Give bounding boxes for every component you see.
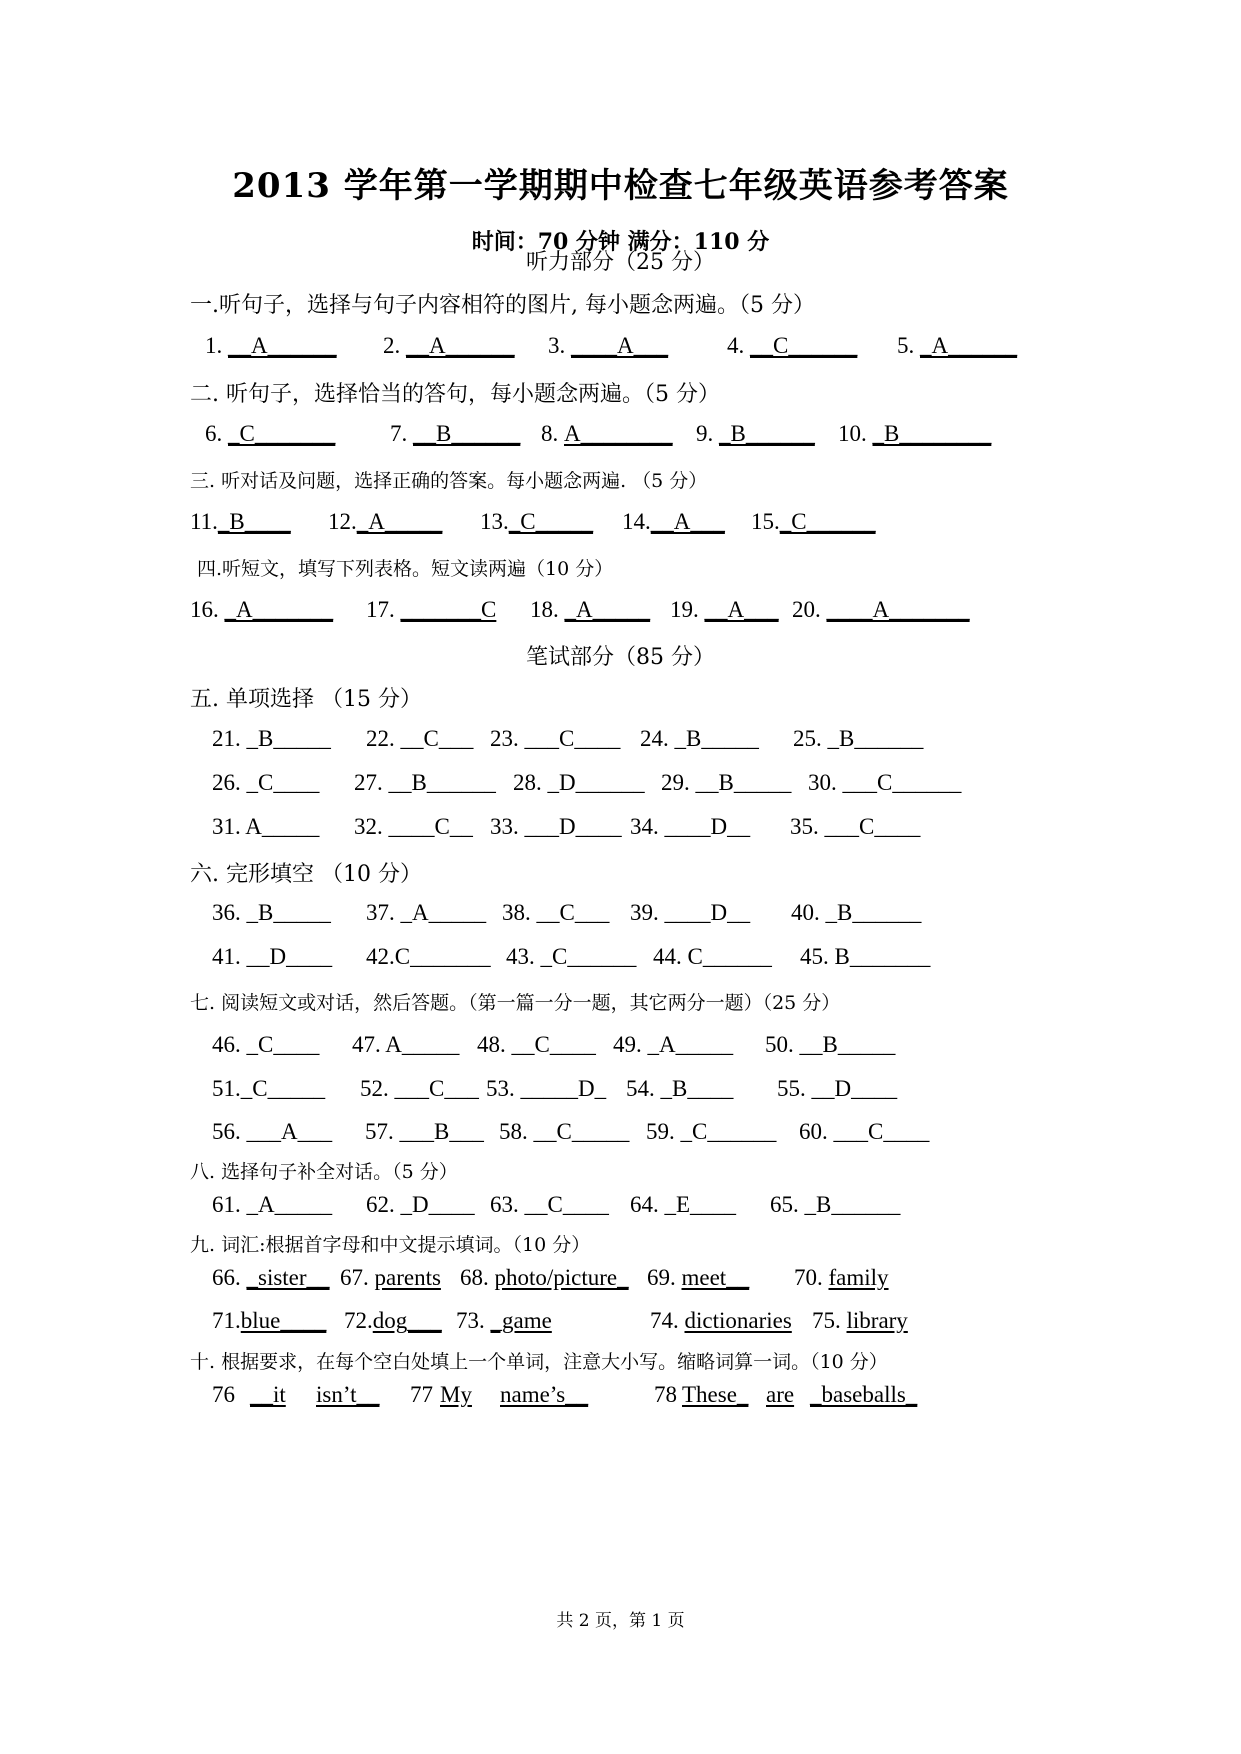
question-number: 78 (654, 1382, 677, 1407)
answer-text: ___C____ (524, 726, 621, 751)
answer-item (365, 1119, 484, 1145)
answer-item (799, 1119, 929, 1145)
answer-item (480, 509, 593, 535)
answer-row (0, 1308, 1241, 1338)
time-and-score: 时间：70 分钟 满分：110 分 (471, 229, 770, 255)
question-number: 40. (791, 900, 820, 925)
question-number: 57. (365, 1119, 394, 1144)
answer-text (250, 1382, 286, 1408)
answer-item (490, 814, 622, 840)
answer-text: _A_____ (356, 509, 443, 534)
question-number: 49. (613, 1032, 642, 1057)
question-number: 6. (205, 421, 223, 446)
question-number: 25. (793, 726, 822, 751)
section-6-heading: 六. 完形填空 （10 分） (190, 862, 422, 887)
answer-word: isn’t__ (316, 1382, 380, 1407)
question-number: 23. (490, 726, 519, 751)
question-number: 37. (366, 900, 395, 925)
answer-item (791, 900, 921, 926)
answer-text: _B_____ (246, 900, 331, 925)
answer-text: ____A_______ (826, 597, 970, 622)
section-5-heading: 五. 单项选择 （15 分） (190, 687, 422, 712)
question-number: 7. (390, 421, 408, 446)
answer-text: _C_____ (240, 1076, 326, 1101)
question-number: 51. (212, 1076, 241, 1101)
answer-item (190, 509, 291, 535)
answer-item (613, 1032, 733, 1058)
answer-text: _B______ (827, 726, 924, 751)
question-number: 15. (751, 509, 780, 534)
answer-word: are (766, 1382, 795, 1407)
answer-item (765, 1032, 895, 1058)
answer-text (682, 1382, 748, 1408)
question-number: 33. (490, 814, 519, 839)
question-number: 30. (808, 770, 837, 795)
question-number: 70. (794, 1265, 823, 1290)
question-number: 48. (477, 1032, 506, 1057)
answer-text: _A_____ (400, 900, 487, 925)
answer-text: family (828, 1265, 889, 1290)
answer-text: __A___ (704, 597, 779, 622)
question-number: 2. (383, 333, 401, 358)
answer-item (212, 726, 331, 752)
answer-item (792, 597, 970, 623)
answer-text: _______C (400, 597, 497, 622)
answer-row (0, 1265, 1241, 1295)
section-4-heading: 四.听短文，填写下列表格。短文读两遍（10 分） (197, 558, 614, 580)
answer-text: _C____ (246, 1032, 320, 1057)
answer-item (366, 1192, 475, 1218)
answer-text: __B_____ (695, 770, 792, 795)
answer-text: __C______ (750, 333, 858, 358)
question-number: 53. (486, 1076, 515, 1101)
answer-item (212, 1076, 325, 1102)
question-number: 38. (502, 900, 531, 925)
answer-text: __C____ (511, 1032, 596, 1057)
answer-text: _D____ (400, 1192, 475, 1217)
question-number: 67. (340, 1265, 369, 1290)
answer-item (490, 1192, 609, 1218)
answer-item (366, 900, 486, 926)
section-2-heading: 二. 听句子，选择恰当的答句，每小题念两遍。（5 分） (190, 382, 720, 407)
answer-item (344, 1308, 442, 1334)
question-number: 35. (790, 814, 819, 839)
question-number: 20. (792, 597, 821, 622)
question-number: 72. (344, 1308, 373, 1333)
answer-text: dog___ (372, 1308, 442, 1333)
answer-item (696, 421, 815, 447)
question-number: 62. (366, 1192, 395, 1217)
question-number: 64. (630, 1192, 659, 1217)
question-number: 26. (212, 770, 241, 795)
question-number: 1. (205, 333, 223, 358)
answer-text: __B______ (388, 770, 496, 795)
answer-row (0, 1382, 1241, 1412)
answer-text: ___C____ (833, 1119, 930, 1144)
answer-text: ____D__ (664, 814, 751, 839)
answer-text: _C_______ (228, 421, 336, 446)
answer-text: _C______ (680, 1119, 777, 1144)
writing-part-header: 笔试部分（85 分） (526, 645, 715, 670)
page-title: 2013 学年第一学期期中检查七年级英语参考答案 (232, 166, 1009, 206)
answer-row (0, 1076, 1241, 1106)
answer-text (440, 1382, 472, 1408)
answer-row (0, 770, 1241, 800)
answer-text: _B______ (804, 1192, 901, 1217)
question-number: 69. (647, 1265, 676, 1290)
question-number: 34. (630, 814, 659, 839)
answer-word: __it (250, 1382, 286, 1407)
answer-row (0, 421, 1241, 451)
answer-item (460, 1265, 629, 1291)
question-number: 10. (838, 421, 867, 446)
listening-part-header: 听力部分（25 分） (526, 250, 715, 275)
answer-word: name’s__ (500, 1382, 589, 1407)
question-number: 24. (640, 726, 669, 751)
question-number: 27. (354, 770, 383, 795)
question-number: 65. (770, 1192, 799, 1217)
question-number: 41. (212, 944, 241, 969)
question-number: 12. (328, 509, 357, 534)
answer-item (506, 944, 636, 970)
answer-item (646, 1119, 776, 1145)
answer-item (390, 421, 520, 447)
question-number: 54. (626, 1076, 655, 1101)
question-number: 71. (212, 1308, 241, 1333)
answer-text: __B______ (413, 421, 521, 446)
answer-text: _C______ (540, 944, 637, 969)
answer-row (0, 1192, 1241, 1222)
question-number: 18. (530, 597, 559, 622)
answer-text: _A_______ (224, 597, 334, 622)
answer-item (548, 333, 668, 359)
answer-text: ___D____ (524, 814, 622, 839)
answer-text: _C______ (779, 509, 876, 534)
answer-text: C_______ (394, 944, 491, 969)
answer-item (477, 1032, 596, 1058)
answer-text: __A___ (650, 509, 725, 534)
answer-item (513, 770, 645, 796)
answer-row (0, 1032, 1241, 1062)
answer-text: _E____ (664, 1192, 737, 1217)
answer-item (630, 814, 750, 840)
answer-text: _B____ (217, 509, 291, 534)
answer-word: My (440, 1382, 472, 1407)
answer-text: _B________ (872, 421, 992, 446)
answer-item (490, 726, 620, 752)
answer-text: _A_____ (564, 597, 651, 622)
question-number: 61. (212, 1192, 241, 1217)
section-10-heading: 十. 根据要求，在每个空白处填上一个单词，注意大小写。缩略词算一词。（10 分） (190, 1351, 888, 1373)
answer-item (360, 1076, 479, 1102)
answer-text: _A_____ (246, 1192, 333, 1217)
answer-text: _C____ (246, 770, 320, 795)
answer-item (727, 333, 857, 359)
question-number: 56. (212, 1119, 241, 1144)
question-number: 29. (661, 770, 690, 795)
answer-item (793, 726, 923, 752)
answer-text: _B______ (719, 421, 815, 446)
question-number: 76 (212, 1382, 235, 1407)
answer-row (0, 509, 1241, 539)
answer-row (0, 944, 1241, 974)
answer-item (653, 944, 772, 970)
answer-word: _baseballs_ (810, 1382, 918, 1407)
answer-text: __A______ (228, 333, 337, 358)
answer-item (366, 726, 473, 752)
answer-text: ____C__ (388, 814, 473, 839)
question-number: 13. (480, 509, 509, 534)
answer-text: B_______ (834, 944, 931, 969)
question-number: 19. (670, 597, 699, 622)
question-number: 68. (460, 1265, 489, 1290)
answer-text (316, 1382, 379, 1408)
answer-item (670, 597, 779, 623)
answer-text: A_____ (385, 1032, 460, 1057)
answer-text: C______ (687, 944, 772, 969)
answer-text: _B_____ (246, 726, 331, 751)
answer-item (212, 900, 331, 926)
answer-text: _C_____ (508, 509, 594, 534)
answer-text: __C___ (536, 900, 610, 925)
answer-item (383, 333, 515, 359)
question-number: 58. (499, 1119, 528, 1144)
answer-text: _B_____ (674, 726, 759, 751)
answer-item (794, 1265, 889, 1291)
question-number: 55. (777, 1076, 806, 1101)
question-number: 60. (799, 1119, 828, 1144)
answer-item (212, 1308, 326, 1334)
answer-item (630, 900, 750, 926)
answer-item (808, 770, 961, 796)
section-1-heading: 一.听句子，选择与句子内容相符的图片, 每小题念两遍。（5 分） (190, 293, 815, 318)
answer-item (777, 1076, 897, 1102)
page-footer: 共 2 页，第 1 页 (556, 1611, 685, 1631)
question-number: 59. (646, 1119, 675, 1144)
answer-text (500, 1382, 588, 1408)
question-number: 74. (650, 1308, 679, 1333)
answer-text: __C___ (400, 726, 474, 751)
answer-item (212, 1032, 319, 1058)
answer-item (541, 421, 673, 447)
question-number: 21. (212, 726, 241, 751)
question-number: 66. (212, 1265, 241, 1290)
answer-row (0, 333, 1241, 363)
answer-text: ___C______ (842, 770, 962, 795)
answer-item (502, 900, 609, 926)
question-number: 75. (812, 1308, 841, 1333)
answer-item (205, 421, 335, 447)
question-number: 52. (360, 1076, 389, 1101)
answer-text (766, 1382, 794, 1408)
answer-row (0, 900, 1241, 930)
answer-text: _game (490, 1308, 552, 1333)
answer-text: __C____ (524, 1192, 609, 1217)
answer-item (626, 1076, 733, 1102)
answer-item (640, 726, 759, 752)
question-number: 45. (800, 944, 829, 969)
answer-item (800, 944, 930, 970)
answer-item (366, 944, 491, 970)
answer-item (354, 814, 473, 840)
answer-text: __B_____ (799, 1032, 896, 1057)
answer-item (456, 1308, 552, 1334)
answer-item (770, 1192, 900, 1218)
answer-row (0, 814, 1241, 844)
question-number: 73. (456, 1308, 485, 1333)
answer-item (205, 333, 337, 359)
answer-text: _B______ (825, 900, 922, 925)
question-number: 3. (548, 333, 566, 358)
answer-item (354, 770, 496, 796)
question-number: 4. (727, 333, 745, 358)
answer-text: _A______ (920, 333, 1018, 358)
answer-item (897, 333, 1017, 359)
answer-text: ___A___ (246, 1119, 333, 1144)
answer-text: __C_____ (533, 1119, 630, 1144)
answer-item (212, 1119, 332, 1145)
answer-item (790, 814, 920, 840)
answer-text: _sister__ (246, 1265, 330, 1290)
question-number: 9. (696, 421, 714, 446)
section-8-heading: 八. 选择句子补全对话。（5 分） (190, 1161, 458, 1183)
answer-text: ___C____ (824, 814, 921, 839)
answer-text: _A_____ (647, 1032, 734, 1057)
question-number: 22. (366, 726, 395, 751)
section-7-heading: 七. 阅读短文或对话，然后答题。（第一篇一分一题，其它两分一题）（25 分） (190, 992, 841, 1014)
question-number: 17. (366, 597, 395, 622)
answer-text: __D____ (246, 944, 333, 969)
answer-item (212, 944, 332, 970)
question-number: 28. (513, 770, 542, 795)
question-number: 14. (622, 509, 651, 534)
answer-item (530, 597, 650, 623)
answer-text: A_____ (245, 814, 320, 839)
question-number: 50. (765, 1032, 794, 1057)
answer-item (212, 770, 319, 796)
answer-item (212, 814, 319, 840)
answer-item (212, 1192, 332, 1218)
answer-text: _B____ (660, 1076, 734, 1101)
question-number: 42. (366, 944, 395, 969)
answer-item (352, 1032, 459, 1058)
question-number: 44. (653, 944, 682, 969)
question-number: 31. (212, 814, 241, 839)
answer-text (810, 1382, 917, 1408)
answer-row (0, 726, 1241, 756)
answer-item (499, 1119, 629, 1145)
question-number: 16. (190, 597, 219, 622)
answer-text: dictionaries (684, 1308, 792, 1333)
section-3-heading: 三. 听对话及问题，选择正确的答案。每小题念两遍. （5 分） (190, 470, 708, 492)
question-number: 63. (490, 1192, 519, 1217)
answer-item (486, 1076, 606, 1102)
question-number: 8. (541, 421, 559, 446)
answer-text: meet__ (681, 1265, 750, 1290)
question-number: 47. (352, 1032, 381, 1057)
answer-text: A________ (564, 421, 673, 446)
answer-text: parents (374, 1265, 441, 1290)
answer-item (751, 509, 876, 535)
answer-item (647, 1265, 749, 1291)
answer-item (630, 1192, 736, 1218)
answer-text: _____D_ (520, 1076, 607, 1101)
answer-text: ___B___ (399, 1119, 484, 1144)
question-number: 77 (410, 1382, 433, 1407)
answer-text: photo/picture_ (494, 1265, 629, 1290)
question-number: 43. (506, 944, 535, 969)
answer-word: These_ (682, 1382, 749, 1407)
answer-text: __D____ (811, 1076, 898, 1101)
answer-text: library (846, 1308, 908, 1333)
question-number: 39. (630, 900, 659, 925)
question-number: 32. (354, 814, 383, 839)
answer-item (622, 509, 725, 535)
answer-item (650, 1308, 792, 1334)
answer-item (190, 597, 333, 623)
answer-text: __A______ (406, 333, 515, 358)
answer-text: ____A___ (571, 333, 669, 358)
answer-item (328, 509, 442, 535)
answer-item (661, 770, 791, 796)
section-9-heading: 九. 词汇:根据首字母和中文提示填词。（10 分） (190, 1234, 591, 1256)
answer-item (812, 1308, 908, 1334)
answer-text: _D______ (547, 770, 645, 795)
answer-text: ____D__ (664, 900, 751, 925)
answer-item (366, 597, 496, 623)
answer-text: ___C___ (394, 1076, 479, 1101)
answer-item (340, 1265, 441, 1291)
answer-item (212, 1265, 330, 1291)
question-number: 11. (190, 509, 218, 534)
question-number: 5. (897, 333, 915, 358)
question-number: 46. (212, 1032, 241, 1057)
answer-row (0, 597, 1241, 627)
answer-text: blue____ (240, 1308, 327, 1333)
answer-item (838, 421, 991, 447)
answer-row (0, 1119, 1241, 1149)
question-number: 36. (212, 900, 241, 925)
